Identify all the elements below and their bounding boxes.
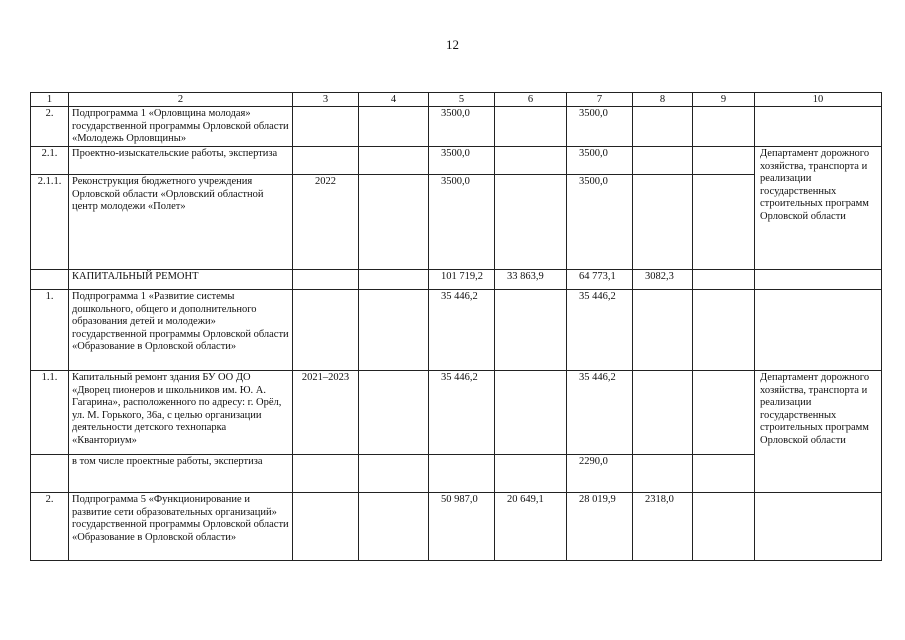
row-year: [293, 455, 359, 493]
table-row: [31, 455, 882, 493]
row-cell: [359, 493, 429, 561]
row-cell: [359, 290, 429, 371]
row-value: 50 987,0: [429, 493, 495, 561]
row-number: 2.1.: [31, 147, 69, 175]
table-row: [31, 147, 882, 175]
row-cell: [755, 107, 882, 147]
row-value: [495, 455, 567, 493]
row-cell: [693, 270, 755, 290]
row-value: 35 446,2: [567, 371, 633, 455]
header-cell: 1: [31, 93, 69, 107]
row-value: 3500,0: [567, 107, 633, 147]
row-cell: [359, 455, 429, 493]
row-cell: [693, 455, 755, 493]
row-number: 1.1.: [31, 371, 69, 455]
row-value: 2290,0: [567, 455, 633, 493]
row-year: [293, 107, 359, 147]
row-cell: [755, 270, 882, 290]
table-row: [31, 493, 882, 561]
row-value: [633, 455, 693, 493]
row-value: [633, 107, 693, 147]
row-value: [495, 175, 567, 270]
row-value: 28 019,9: [567, 493, 633, 561]
row-value: 101 719,2: [429, 270, 495, 290]
header-cell: 10: [755, 93, 882, 107]
row-year: 2021–2023: [293, 371, 359, 455]
table-row: [31, 175, 882, 270]
row-value: 3500,0: [429, 107, 495, 147]
page-number: 12: [446, 37, 459, 52]
row-cell: [693, 290, 755, 371]
row-value: [633, 147, 693, 175]
row-name: КАПИТАЛЬНЫЙ РЕМОНТ: [69, 270, 293, 290]
row-value: [495, 107, 567, 147]
executor-department: Департамент дорожного хозяйства, транспорта и реализации государственных строительных программ Орловской области: [755, 371, 882, 493]
row-value: 20 649,1: [495, 493, 567, 561]
row-name: Капитальный ремонт здания БУ ОО ДО «Дворец пионеров и школьников им. Ю. А. Гагарина», расположенного по адресу: г. Орёл, ул. М. Горького, 36а, с целью организации деятельности детского технопарка «Кванториум»: [69, 371, 293, 455]
row-name: Реконструкция бюджетного учреждения Орловской области «Орловский областной центр молодежи «Полет»: [69, 175, 293, 270]
header-cell: 9: [693, 93, 755, 107]
row-name: Подпрограмма 5 «Функционирование и развитие сети образовательных организаций» государственной программы Орловской области «Образование в Орловской области»: [69, 493, 293, 561]
row-value: 3500,0: [567, 147, 633, 175]
row-value: 35 446,2: [429, 290, 495, 371]
row-value: 3500,0: [429, 175, 495, 270]
row-value: 35 446,2: [429, 371, 495, 455]
row-year: [293, 493, 359, 561]
row-value: [633, 290, 693, 371]
row-value: 35 446,2: [567, 290, 633, 371]
row-value: [633, 371, 693, 455]
row-cell: [693, 147, 755, 175]
row-value: 2318,0: [633, 493, 693, 561]
row-name: в том числе проектные работы, экспертиза: [69, 455, 293, 493]
row-number: [31, 455, 69, 493]
row-cell: [755, 493, 882, 561]
row-year: [293, 290, 359, 371]
row-name: Подпрограмма 1 «Развитие системы дошкольного, общего и дополнительного образования детей и молодежи» государственной программы Орловской области «Образование в Орловской области»: [69, 290, 293, 371]
row-value: [429, 455, 495, 493]
row-number: 2.: [31, 493, 69, 561]
header-cell: 3: [293, 93, 359, 107]
table-header-row: [31, 93, 882, 107]
row-value: [495, 290, 567, 371]
row-cell: [359, 175, 429, 270]
row-year: [293, 270, 359, 290]
header-cell: 2: [69, 93, 293, 107]
row-cell: [693, 107, 755, 147]
row-value: [495, 371, 567, 455]
row-value: 3082,3: [633, 270, 693, 290]
row-cell: [755, 290, 882, 371]
row-value: 33 863,9: [495, 270, 567, 290]
row-number: 2.: [31, 107, 69, 147]
row-number: [31, 270, 69, 290]
table-row: [31, 270, 882, 290]
header-cell: 6: [495, 93, 567, 107]
executor-department: Департамент дорожного хозяйства, транспорта и реализации государственных строительных программ Орловской области: [755, 147, 882, 270]
row-value: 3500,0: [567, 175, 633, 270]
row-cell: [693, 371, 755, 455]
row-cell: [693, 493, 755, 561]
table-row: [31, 107, 882, 147]
header-cell: 7: [567, 93, 633, 107]
row-name: Проектно-изыскательские работы, экспертиза: [69, 147, 293, 175]
row-value: 3500,0: [429, 147, 495, 175]
table-row: [31, 371, 882, 455]
row-cell: [359, 371, 429, 455]
row-value: [495, 147, 567, 175]
row-cell: [359, 107, 429, 147]
row-value: [633, 175, 693, 270]
budget-table: [30, 92, 882, 561]
row-year: 2022: [293, 175, 359, 270]
header-cell: 8: [633, 93, 693, 107]
row-year: [293, 147, 359, 175]
row-name: Подпрограмма 1 «Орловщина молодая» государственной программы Орловской области «Молодежь Орловщины»: [69, 107, 293, 147]
row-number: 1.: [31, 290, 69, 371]
row-cell: [359, 270, 429, 290]
row-value: 64 773,1: [567, 270, 633, 290]
row-number: 2.1.1.: [31, 175, 69, 270]
row-cell: [693, 175, 755, 270]
row-cell: [359, 147, 429, 175]
header-cell: 5: [429, 93, 495, 107]
header-cell: 4: [359, 93, 429, 107]
table-row: [31, 290, 882, 371]
